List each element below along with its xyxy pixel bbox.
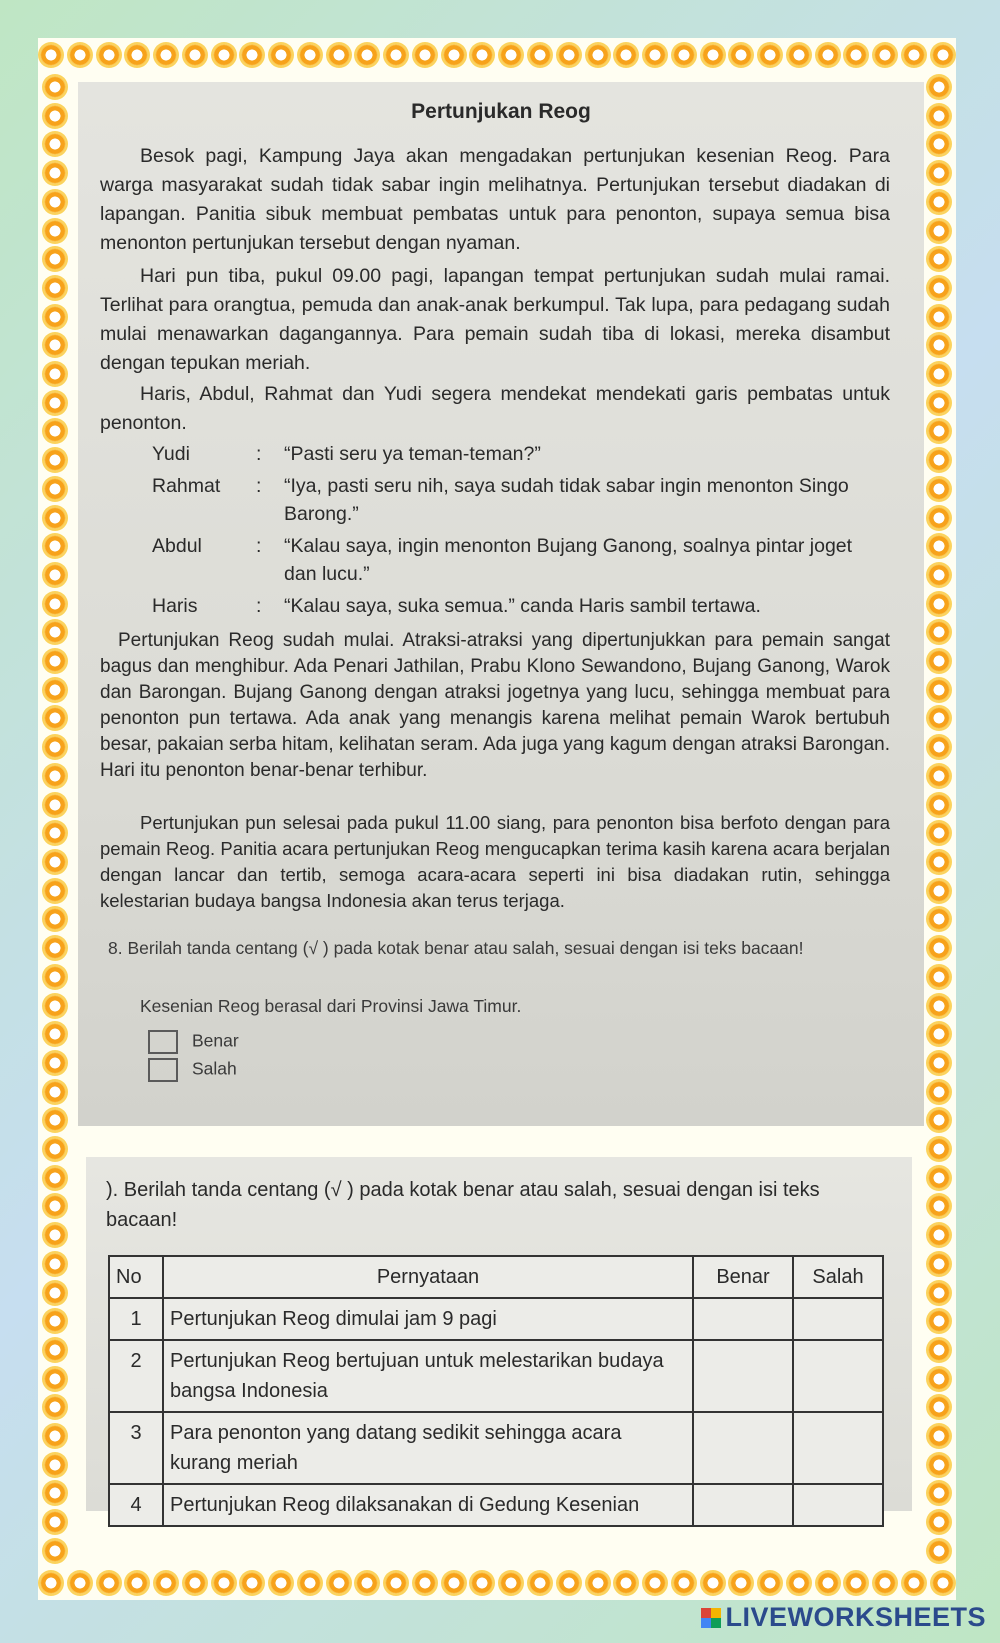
sun-ornament-icon [44,1195,66,1217]
sun-ornament-icon [932,44,954,66]
sun-ornament-icon [44,937,66,959]
sun-ornament-icon [928,1138,950,1160]
sun-ornament-icon [928,363,950,385]
paragraph-3: Haris, Abdul, Rahmat dan Yudi segera mendekat mendekati garis pembatas untuk penonton. [100,383,890,434]
sun-ornament-icon [928,1253,950,1275]
sun-ornament-icon [44,650,66,672]
sun-ornament-icon [928,1310,950,1332]
checkbox[interactable] [148,1030,178,1054]
sun-ornament-icon [928,966,950,988]
sun-ornament-icon [270,44,292,66]
sun-ornament-icon [126,1572,148,1594]
sun-ornament-icon [928,621,950,643]
sun-ornament-icon [44,1023,66,1045]
table-row [109,1484,883,1526]
sun-ornament-icon [414,44,436,66]
sun-ornament-icon [44,392,66,414]
dialogue-line: Rahmat : “Iya, pasti seru nih, saya sudah tidak sabar ingin menonton Singo Barong.” [152,475,849,525]
sun-ornament-icon [673,1572,695,1594]
sun-ornament-icon [928,1425,950,1447]
sun-ornament-icon [385,44,407,66]
sun-ornament-icon [932,1572,954,1594]
salah-answer-cell[interactable] [793,1412,883,1484]
paragraph-4: Pertunjukan Reog sudah mulai. Atraksi-atraksi yang dipertunjukkan para pemain sangat bagus dan menghibur. Ada Penari Jathilan, Prabu Klono Sewandono, Bujang Ganong, Warok dan Barongan. Bujang Ganong dengan atraksi jogetnya yang lucu, sehingga membuat para penonton pun tertawa. Ada anak yang menangis karena melihat pemain Warok bertubuh besar, pakaian serba hitam, kelihatan seram. Ada juga yang kagum dengan atraksi Barongan. Hari itu penonton benar-benar terhibur. [100,630,890,781]
sun-ornament-icon [928,736,950,758]
sun-border-left [38,72,72,1566]
sun-ornament-icon [673,44,695,66]
sun-ornament-icon [928,420,950,442]
sun-ornament-icon [44,1396,66,1418]
sun-ornament-icon [44,449,66,471]
sun-ornament-icon [44,1081,66,1103]
sun-ornament-icon [44,765,66,787]
sun-ornament-icon [44,277,66,299]
paragraph-2: Hari pun tiba, pukul 09.00 pagi, lapangan tempat pertunjukan sudah mulai ramai. Terlihat para orangtua, pemuda dan anak-anak berkumpul. Tak lupa, para pedagang sudah mulai menawarkan dagangannya. Para pemain sudah tiba di lokasi, mereka disambut dengan tepukan meriah. [100,265,890,374]
sun-ornament-icon [928,306,950,328]
sun-ornament-icon [702,44,724,66]
sun-ornament-icon [759,44,781,66]
sun-ornament-icon [44,880,66,902]
sun-ornament-icon [928,277,950,299]
row-statement: Para penonton yang datang sedikit sehingga acara kurang meriah [163,1412,693,1484]
sun-ornament-icon [928,1540,950,1562]
sun-ornament-icon [471,44,493,66]
dialogue-line: Abdul : “Kalau saya, ingin menonton Bujang Ganong, soalnya pintar joget dan lucu.” [152,535,853,585]
sun-ornament-icon [44,1454,66,1476]
sun-ornament-icon [928,995,950,1017]
sun-ornament-icon [928,1511,950,1533]
sun-ornament-icon [44,420,66,442]
sun-ornament-icon [44,1425,66,1447]
sun-ornament-icon [558,1572,580,1594]
sun-ornament-icon [928,1282,950,1304]
sun-ornament-icon [788,1572,810,1594]
benar-answer-cell[interactable] [693,1298,793,1340]
sun-ornament-icon [299,44,321,66]
sun-ornament-icon [126,44,148,66]
sun-ornament-icon [44,966,66,988]
sun-ornament-icon [44,1282,66,1304]
sun-ornament-icon [928,535,950,557]
sun-ornament-icon [874,1572,896,1594]
sun-ornament-icon [928,851,950,873]
sun-ornament-icon [587,1572,609,1594]
sun-ornament-icon [69,1572,91,1594]
sun-ornament-icon [414,1572,436,1594]
sun-ornament-icon [155,1572,177,1594]
sun-ornament-icon [928,1368,950,1390]
sun-ornament-icon [817,44,839,66]
sun-ornament-icon [270,1572,292,1594]
sun-ornament-icon [44,507,66,529]
sun-border-bottom [38,1566,956,1600]
sun-ornament-icon [471,1572,493,1594]
sun-ornament-icon [928,507,950,529]
sun-ornament-icon [44,1167,66,1189]
sun-ornament-icon [730,1572,752,1594]
sun-ornament-icon [98,1572,120,1594]
sun-ornament-icon [928,334,950,356]
sun-ornament-icon [845,1572,867,1594]
sun-ornament-icon [928,191,950,213]
sun-ornament-icon [928,1052,950,1074]
sun-ornament-icon [874,44,896,66]
liveworksheets-logo[interactable]: LIVEWORKSHEETS [701,1602,986,1633]
sun-ornament-icon [928,392,950,414]
sun-ornament-icon [44,1310,66,1332]
sun-ornament-icon [615,44,637,66]
sun-border-right [922,72,956,1566]
sun-ornament-icon [44,363,66,385]
sun-ornament-icon [40,1572,62,1594]
sun-ornament-icon [44,162,66,184]
column-header-no: No [109,1256,163,1298]
sun-ornament-icon [928,162,950,184]
sun-ornament-icon [44,794,66,816]
sun-ornament-icon [44,306,66,328]
row-number: 4 [109,1484,163,1526]
sun-ornament-icon [928,564,950,586]
sun-ornament-icon [44,1109,66,1131]
sun-ornament-icon [644,44,666,66]
sun-ornament-icon [184,44,206,66]
sun-ornament-icon [529,44,551,66]
option-benar[interactable]: Benar [148,1030,239,1054]
sun-ornament-icon [644,1572,666,1594]
table-header-row [109,1256,883,1298]
reading-title: Pertunjukan Reog [411,100,591,123]
sun-ornament-icon [44,334,66,356]
sun-ornament-icon [44,1224,66,1246]
sun-ornament-icon [44,995,66,1017]
sun-ornament-icon [44,679,66,701]
sun-ornament-icon [928,707,950,729]
sun-ornament-icon [69,44,91,66]
sun-ornament-icon [903,1572,925,1594]
sun-ornament-icon [213,44,235,66]
row-statement: Pertunjukan Reog bertujuan untuk melestarikan budaya bangsa Indonesia [163,1340,693,1412]
sun-ornament-icon [44,851,66,873]
sun-ornament-icon [500,44,522,66]
true-false-table-photo [86,1157,912,1516]
sun-ornament-icon [928,679,950,701]
sun-ornament-icon [328,44,350,66]
sun-ornament-icon [928,76,950,98]
sun-ornament-icon [44,822,66,844]
sun-ornament-icon [788,44,810,66]
table-row [109,1298,883,1340]
sun-ornament-icon [443,1572,465,1594]
row-number: 2 [109,1340,163,1412]
sun-ornament-icon [928,1482,950,1504]
paragraph-1: Besok pagi, Kampung Jaya akan mengadakan pertunjukan kesenian Reog. Para warga masyarakat sudah tidak sabar ingin melihatnya. Pertunjukan tersebut diadakan di lapangan. Panitia sibuk membuat pembatas untuk para penonton, supaya semua bisa menonton pertunjukan tersebut dengan nyaman. [100,145,890,254]
sun-ornament-icon [299,1572,321,1594]
sun-ornament-icon [759,1572,781,1594]
sun-ornament-icon [928,1109,950,1131]
row-number: 1 [109,1298,163,1340]
sun-ornament-icon [44,1540,66,1562]
sun-ornament-icon [184,1572,206,1594]
sun-border-top [38,38,956,72]
sun-ornament-icon [44,248,66,270]
question-9-instruction: ). Berilah tanda centang (√ ) pada kotak benar atau salah, sesuai dengan isi teks bacaan! [106,1179,820,1231]
sun-ornament-icon [44,1138,66,1160]
sun-ornament-icon [928,1224,950,1246]
question-8-statement: Kesenian Reog berasal dari Provinsi Jawa Timur. [140,996,522,1016]
sun-ornament-icon [44,736,66,758]
sun-ornament-icon [44,1482,66,1504]
sun-ornament-icon [928,133,950,155]
sun-ornament-icon [928,908,950,930]
dialogue-line: Haris : “Kalau saya, suka semua.” canda Haris sambil tertawa. [152,595,761,617]
sun-ornament-icon [928,650,950,672]
sun-ornament-icon [44,133,66,155]
sun-ornament-icon [44,220,66,242]
sun-ornament-icon [98,44,120,66]
sun-ornament-icon [44,908,66,930]
sun-ornament-icon [928,248,950,270]
sun-ornament-icon [529,1572,551,1594]
sun-ornament-icon [356,1572,378,1594]
sun-ornament-icon [44,478,66,500]
true-false-table [108,1255,884,1527]
reading-text-photo [78,82,924,1126]
dialogue-line: Yudi : “Pasti seru ya teman-teman?” [152,443,541,465]
sun-ornament-icon [44,1368,66,1390]
salah-answer-cell[interactable] [793,1298,883,1340]
sun-ornament-icon [928,1167,950,1189]
paragraph-5: Pertunjukan pun selesai pada pukul 11.00 siang, para penonton bisa berfoto dengan para pemain Reog. Panitia acara pertunjukan Reog mengucapkan terima kasih karena acara berjalan dengan lancar dan tertib, semoga acara-acara seperti ini bisa diadakan rutin, sehingga kelestarian budaya bangsa Indonesia akan terus terjaga. [100,812,890,911]
benar-answer-cell[interactable] [693,1340,793,1412]
column-header-statement: Pernyataan [163,1256,693,1298]
sun-ornament-icon [44,707,66,729]
sun-ornament-icon [44,105,66,127]
sun-ornament-icon [328,1572,350,1594]
sun-ornament-icon [44,1511,66,1533]
sun-ornament-icon [928,1195,950,1217]
column-header-benar: Benar [693,1256,793,1298]
table-row [109,1340,883,1412]
sun-ornament-icon [928,1081,950,1103]
sun-ornament-icon [928,1454,950,1476]
sun-ornament-icon [44,191,66,213]
sun-ornament-icon [241,1572,263,1594]
row-statement: Pertunjukan Reog dilaksanakan di Gedung Kesenian [163,1484,693,1526]
question-8: 8. Berilah tanda centang (√ ) pada kotak benar atau salah, sesuai dengan isi teks bacaan! [108,938,804,958]
sun-ornament-icon [928,593,950,615]
sun-ornament-icon [903,44,925,66]
sun-ornament-icon [928,1339,950,1361]
column-header-salah: Salah [793,1256,883,1298]
sun-ornament-icon [928,220,950,242]
sun-ornament-icon [730,44,752,66]
sun-ornament-icon [44,593,66,615]
row-statement: Pertunjukan Reog dimulai jam 9 pagi [163,1298,693,1340]
row-number: 3 [109,1412,163,1484]
sun-ornament-icon [702,1572,724,1594]
sun-ornament-icon [928,105,950,127]
sun-ornament-icon [928,822,950,844]
sun-ornament-icon [44,535,66,557]
sun-ornament-icon [155,44,177,66]
sun-ornament-icon [928,478,950,500]
benar-answer-cell[interactable] [693,1484,793,1526]
sun-ornament-icon [928,1396,950,1418]
sun-ornament-icon [356,44,378,66]
sun-ornament-icon [928,937,950,959]
salah-answer-cell[interactable] [793,1340,883,1412]
table-row [109,1412,883,1484]
salah-answer-cell[interactable] [793,1484,883,1526]
benar-answer-cell[interactable] [693,1412,793,1484]
liveworksheets-logo-icon [701,1608,721,1628]
sun-ornament-icon [44,1052,66,1074]
sun-ornament-icon [500,1572,522,1594]
sun-ornament-icon [213,1572,235,1594]
sun-ornament-icon [44,621,66,643]
sun-ornament-icon [845,44,867,66]
sun-ornament-icon [928,449,950,471]
sun-ornament-icon [587,44,609,66]
sun-ornament-icon [928,765,950,787]
sun-ornament-icon [928,794,950,816]
sun-ornament-icon [44,1339,66,1361]
sun-ornament-icon [443,44,465,66]
sun-ornament-icon [615,1572,637,1594]
sun-ornament-icon [241,44,263,66]
sun-ornament-icon [928,880,950,902]
sun-ornament-icon [558,44,580,66]
sun-ornament-icon [385,1572,407,1594]
option-salah[interactable]: Salah [148,1058,237,1082]
sun-ornament-icon [928,1023,950,1045]
sun-ornament-icon [44,76,66,98]
sun-ornament-icon [44,564,66,586]
sun-ornament-icon [40,44,62,66]
sun-ornament-icon [817,1572,839,1594]
checkbox[interactable] [148,1058,178,1082]
sun-ornament-icon [44,1253,66,1275]
